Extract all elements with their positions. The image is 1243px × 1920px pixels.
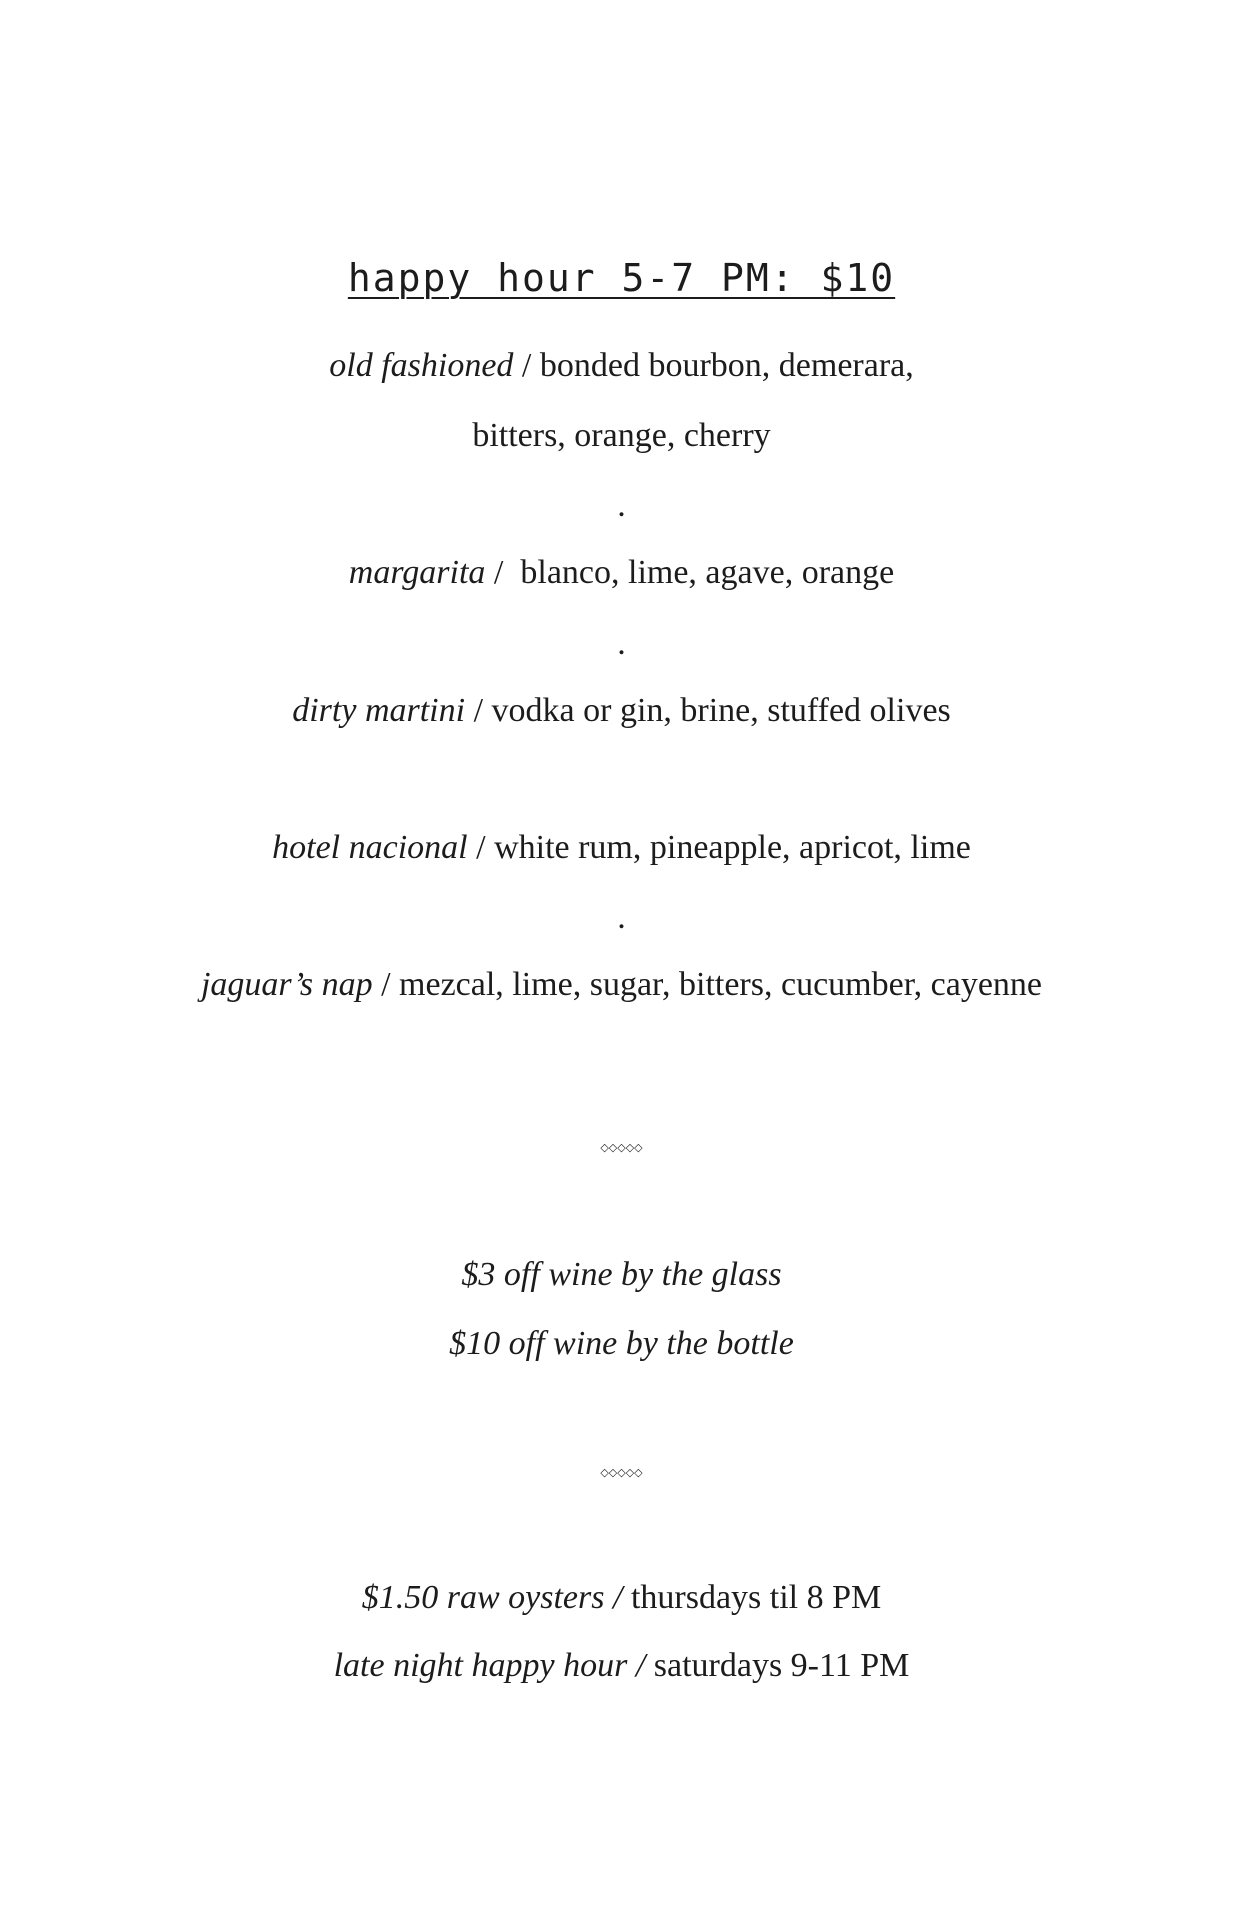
drink-name: dirty martini <box>292 692 466 729</box>
drink-description: blanco, lime, agave, orange <box>520 554 895 591</box>
separator: / <box>467 829 495 866</box>
drink-name: hotel nacional <box>272 829 468 866</box>
page-title: happy hour 5-7 PM: $10 <box>347 256 896 300</box>
drink-description: mezcal, lime, sugar, bitters, cucumber, cayenne <box>399 966 1043 1003</box>
drink-name: margarita <box>348 554 486 591</box>
special-raw-oysters <box>0 1578 1243 1618</box>
drink-margarita <box>0 553 1243 593</box>
divider-dot: . <box>617 625 626 662</box>
special-name: $1.50 raw oysters <box>361 1579 605 1616</box>
drink-description: vodka or gin, brine, stuffed olives <box>491 692 951 729</box>
drink-hotel-nacional <box>0 828 1243 868</box>
drink-name: old fashioned <box>329 347 514 384</box>
separator: / <box>604 1579 631 1616</box>
special-name: late night happy hour <box>333 1647 628 1684</box>
drink-name: jaguar’s nap <box>200 966 373 1003</box>
special-description: thursdays til 8 PM <box>630 1579 882 1616</box>
diamond-ornament-icon: ◇◇◇◇◇ <box>600 1466 643 1479</box>
drink-old-fashioned <box>0 346 1243 386</box>
separator: / <box>513 347 540 384</box>
drink-description-continued: bitters, orange, cherry <box>472 417 771 454</box>
diamond-ornament-icon: ◇◇◇◇◇ <box>600 1141 643 1154</box>
separator: / <box>485 554 521 591</box>
divider-dot: . <box>617 899 626 936</box>
separator: / <box>372 966 400 1003</box>
drink-old-fashioned-continued <box>0 416 1243 456</box>
wine-bottle-offer: $10 off wine by the bottle <box>449 1325 794 1362</box>
special-description: saturdays 9-11 PM <box>653 1647 910 1684</box>
drink-description: white rum, pineapple, apricot, lime <box>494 829 971 866</box>
wine-glass-offer: $3 off wine by the glass <box>461 1256 782 1293</box>
drink-description: bonded bourbon, demerara, <box>539 347 914 384</box>
special-late-night <box>0 1646 1243 1686</box>
separator: / <box>465 692 492 729</box>
separator: / <box>627 1647 654 1684</box>
drink-jaguars-nap <box>0 965 1243 1005</box>
divider-dot: . <box>617 487 626 524</box>
drink-dirty-martini <box>0 691 1243 731</box>
